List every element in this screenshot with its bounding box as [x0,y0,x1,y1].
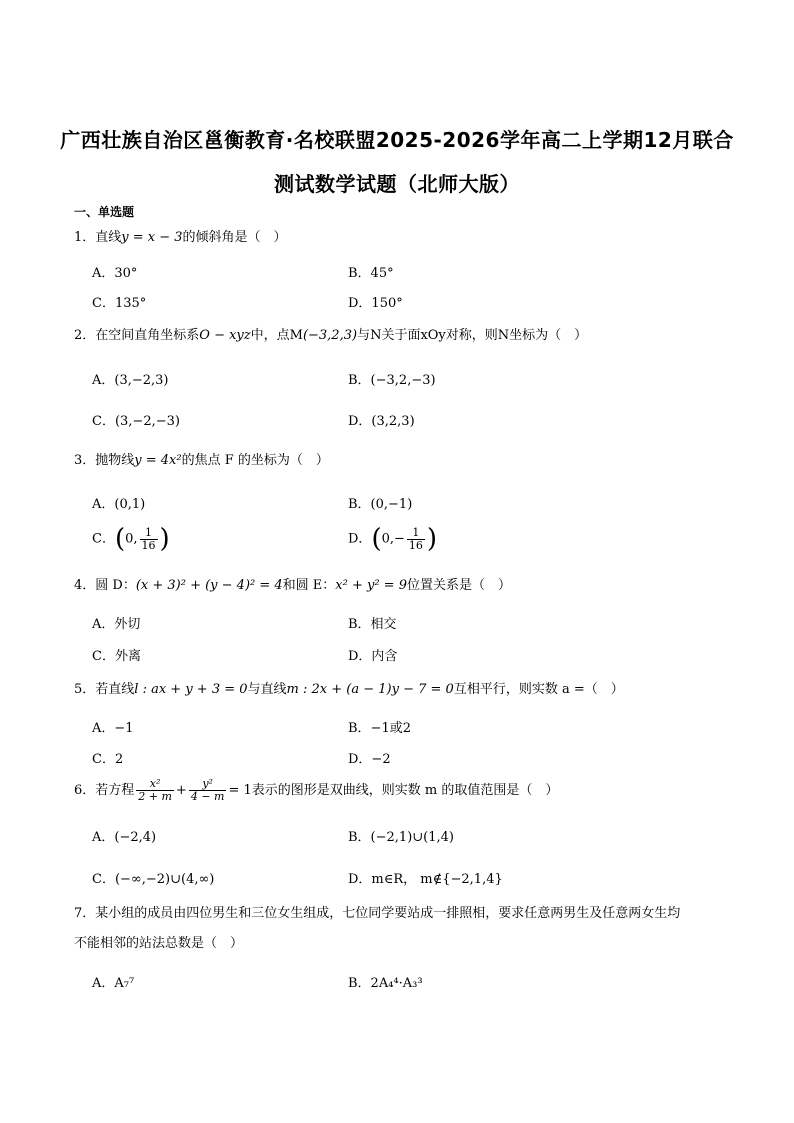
question-4-option-d[interactable]: D．内含 [348,649,398,664]
paren-right-icon: ) [426,524,438,554]
question-7-option-a[interactable]: A．A₇⁷ [92,976,135,991]
question-3-option-b[interactable]: B．(0,−1) [348,497,413,512]
question-1-option-a[interactable]: A．30° [92,266,138,281]
question-5-option-a[interactable]: A．−1 [92,721,134,736]
question-3-option-c[interactable]: C．(0, $\frac{1}{16}$ ) [92,524,170,554]
question-3-option-a[interactable]: A．(0,1) [92,497,146,512]
question-5-option-b[interactable]: B．−1或2 [348,721,411,736]
question-4-option-c[interactable]: C．外离 [92,649,141,664]
question-4-stem: 4．圆 D：(x + 3)² + (y − 4)² = 4和圆 E：x² + y² = 9位置关系是（ ） [74,578,511,593]
paren-right-icon: ) [159,524,170,554]
question-4-option-b[interactable]: B．相交 [348,617,397,632]
question-5-option-d[interactable]: D．−2 [348,752,391,767]
question-2-option-d[interactable]: D．(3,2,3) [348,414,415,429]
question-3-stem: 3．抛物线y = 4x²的焦点 F 的坐标为（ ） [74,453,329,468]
fraction: $\frac{1}{16}$ [408,525,423,552]
section-heading: 一、单选题 [74,205,135,219]
question-5-stem: 5．若直线l : ax + y + 3 = 0与直线m : 2x + (a − 1)y − 7 = 0互相平行，则实数 a =（ ） [74,682,624,697]
question-1-stem: 1．直线y = x − 3的倾斜角是（ ） [74,230,287,245]
question-6-option-c[interactable]: C．(−∞,−2)∪(4,∞) [92,872,215,887]
question-7-stem-line-1: 7．某小组的成员由四位男生和三位女生组成，七位同学要站成一排照相，要求任意两男生及任意两女生均 [74,906,681,921]
question-1-option-c[interactable]: C．135° [92,296,147,311]
question-7-option-b[interactable]: B．2A₄⁴·A₃³ [348,976,423,991]
question-6-option-d[interactable]: D．m∈R， m∉{−2,1,4} [348,872,503,887]
paren-left-icon: ( [371,524,382,554]
fraction: $\frac{1}{16}$ [141,525,156,552]
question-6-option-b[interactable]: B．(−2,1)∪(1,4) [348,830,454,845]
question-2-option-c[interactable]: C．(3,−2,−3) [92,414,180,429]
question-6-stem: 6．若方程 $\frac{\text{x²}}{2 + m}$ + $\frac{\text{y²}}{4 - m}$ = 1表示的图形是双曲线，则实数 m 的取值范围是（ ） [74,777,559,803]
document-title-line-2: 测试数学试题（北师大版） [274,172,520,196]
question-1-option-d[interactable]: D．150° [348,296,403,311]
question-2-stem: 2．在空间直角坐标系O − xyz中，点M(−3,2,3)与N关于面xOy对称，则N坐标为（ ） [74,328,588,343]
question-1-option-b[interactable]: B．45° [348,266,394,281]
fraction: $\frac{\text{y²}}{4 - m}$ [190,777,225,803]
question-2-option-b[interactable]: B．(−3,2,−3) [348,373,436,388]
question-5-option-c[interactable]: C．2 [92,752,124,767]
document-title-line-1: 广西壮族自治区邕衡教育·名校联盟2025-2026学年高二上学期12月联合 [60,128,734,152]
question-6-option-a[interactable]: A．(−2,4) [92,830,157,845]
question-3-option-d[interactable]: D．(0,− $\frac{1}{16}$ ) [348,524,438,554]
paren-left-icon: ( [114,524,126,554]
question-2-option-a[interactable]: A．(3,−2,3) [92,373,169,388]
question-4-option-a[interactable]: A．外切 [92,617,141,632]
fraction: $\frac{\text{x²}}{2 + m}$ [138,777,172,803]
question-7-stem-line-2: 不能相邻的站法总数是（ ） [74,936,244,951]
